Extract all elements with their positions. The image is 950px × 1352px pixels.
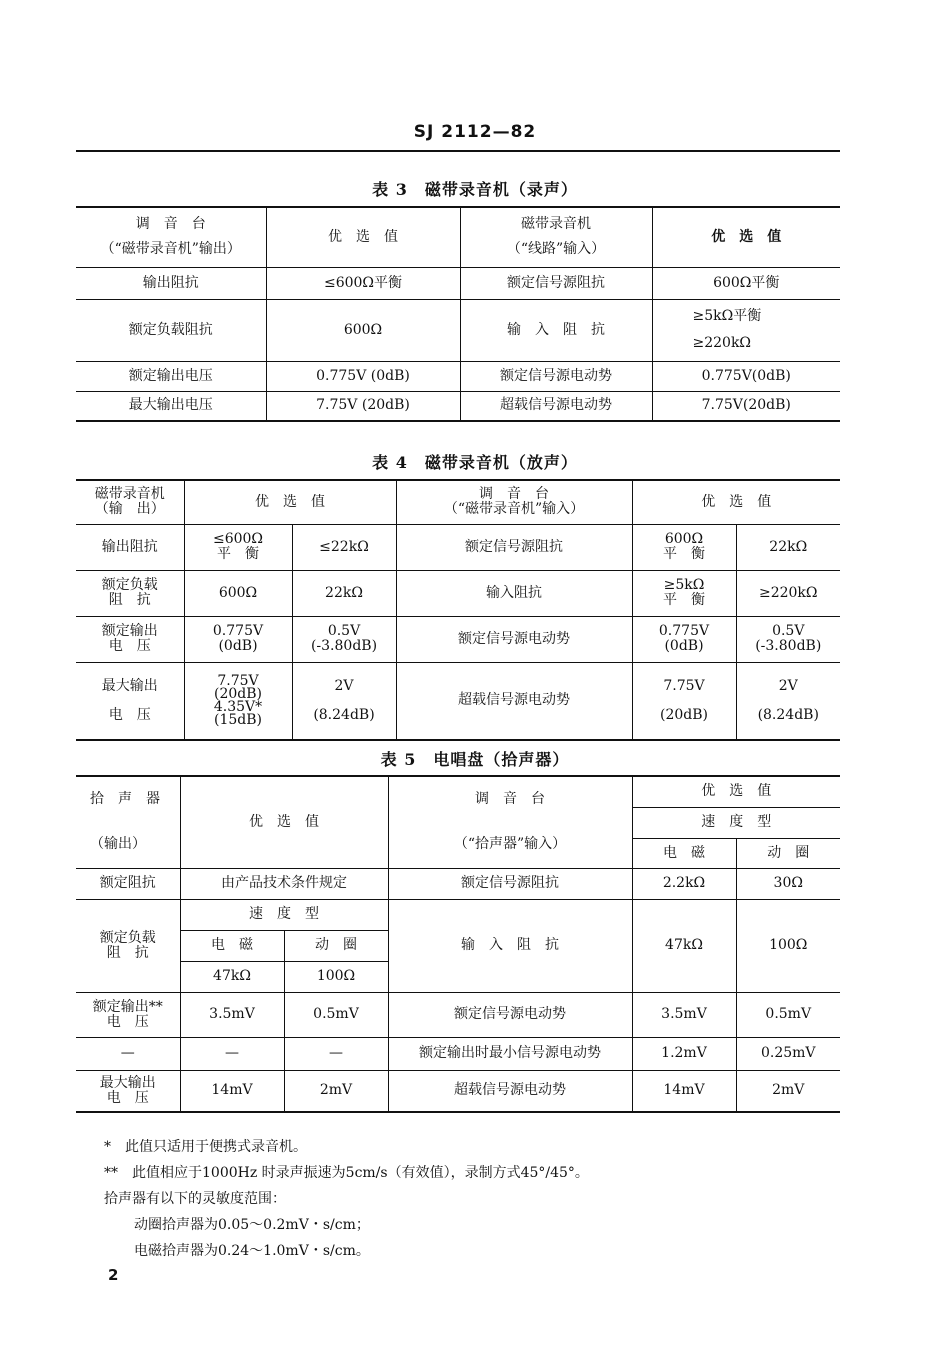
table-cell: 额定输出时最小信号源电动势 <box>388 1037 632 1070</box>
table-cell: 额定信号源电动势 <box>460 361 652 391</box>
table-header-cell: 调 音 台 （“拾声器”输入） <box>388 776 632 868</box>
table-row <box>76 299 840 361</box>
table4 <box>76 479 840 741</box>
table-header-cell: 磁带录音机 （“线路”输入） <box>460 207 652 267</box>
table-cell: 额定信号源电动势 <box>396 616 632 662</box>
table-cell: 14mV <box>632 1070 736 1112</box>
table-cell: 额定输出电压 <box>76 361 266 391</box>
table-row <box>76 868 840 899</box>
table-cell: 600Ω 平 衡 <box>632 524 736 570</box>
table-cell: 30Ω <box>736 868 840 899</box>
table-cell: 22kΩ <box>292 570 396 616</box>
table4-caption: 表 4 磁带录音机（放声） <box>372 453 578 472</box>
table-cell: 100Ω <box>736 899 840 992</box>
table-cell: 7.75V (20dB) 4.35V* (15dB) <box>184 662 292 740</box>
page-number: 2 <box>108 1266 119 1284</box>
table-cell: ≤600Ω 平 衡 <box>184 524 292 570</box>
table-cell: 输入阻抗 <box>396 570 632 616</box>
table-cell: 0.5mV <box>284 992 388 1037</box>
table-cell: 超载信号源电动势 <box>396 662 632 740</box>
table-cell: 47kΩ <box>180 961 284 992</box>
table-cell: 7.75V (20dB) <box>632 662 736 740</box>
table-cell: 0.775V (0dB) <box>632 616 736 662</box>
table-row <box>76 899 840 930</box>
table-cell: 输出阻抗 <box>76 267 266 299</box>
table-cell: 600Ω平衡 <box>652 267 840 299</box>
table-row <box>76 570 840 616</box>
table-cell: 额定负载 阻 抗 <box>76 570 184 616</box>
table-header-cell: 调 音 台 （“磁带录音机”输出） <box>76 207 266 267</box>
footnote: 动圈拾声器为0.05～0.2mV・s/cm； <box>134 1217 370 1233</box>
table-cell: ≥220kΩ <box>736 570 840 616</box>
table-cell: 额定信号源电动势 <box>388 992 632 1037</box>
table-cell: 超载信号源电动势 <box>460 391 652 421</box>
table-cell: 0.775V(0dB) <box>652 361 840 391</box>
footnote: 电磁拾声器为0.24～1.0mV・s/cm。 <box>134 1243 370 1259</box>
table-cell: 超载信号源电动势 <box>388 1070 632 1112</box>
table-cell: 2V (8.24dB) <box>292 662 396 740</box>
table4-header-row <box>76 480 840 524</box>
table-cell: — <box>76 1037 180 1070</box>
table-cell: 电 磁 <box>180 930 284 961</box>
table3-header-row <box>76 207 840 267</box>
footnote: ** 此值相应于1000Hz 时录声振速为5cm/s（有效值），录制方式45°/45°。 <box>104 1165 589 1181</box>
footnotes <box>104 1134 589 1264</box>
table-cell: 额定负载 阻 抗 <box>76 899 180 992</box>
table-row <box>76 524 840 570</box>
table-cell: ≥5kΩ 平 衡 <box>632 570 736 616</box>
table-cell: 2mV <box>284 1070 388 1112</box>
table-header-cell: 速 度 型 <box>632 807 840 838</box>
table-cell: ≥5kΩ平衡 ≥220kΩ <box>652 299 840 361</box>
table-cell: ≤22kΩ <box>292 524 396 570</box>
table-cell: 速 度 型 <box>180 899 388 930</box>
table-header-cell: 动 圈 <box>736 838 840 868</box>
table-cell: 2V (8.24dB) <box>736 662 840 740</box>
table-cell: 7.75V (20dB) <box>266 391 460 421</box>
table-cell: 0.5V (-3.80dB) <box>736 616 840 662</box>
table-cell: 最大输出电压 <box>76 391 266 421</box>
table-cell: 额定信号源阻抗 <box>460 267 652 299</box>
table-header-cell: 优 选 值 <box>632 776 840 807</box>
table-cell: 额定信号源阻抗 <box>388 868 632 899</box>
table-cell: — <box>284 1037 388 1070</box>
table-row <box>76 1070 840 1112</box>
table5 <box>76 775 840 1113</box>
table-cell: 由产品技术条件规定 <box>180 868 388 899</box>
table-header-cell: 优 选 值 <box>652 207 840 267</box>
table-cell: 7.75V(20dB) <box>652 391 840 421</box>
table-cell: 600Ω <box>184 570 292 616</box>
table-cell: 22kΩ <box>736 524 840 570</box>
table-header-cell: 拾 声 器 （输出） <box>76 776 180 868</box>
table-cell: 最大输出 电 压 <box>76 1070 180 1112</box>
table-header-cell: 优 选 值 <box>266 207 460 267</box>
table5-header-row <box>76 776 840 807</box>
table-cell: 47kΩ <box>632 899 736 992</box>
table-cell: 额定输出 电 压 <box>76 616 184 662</box>
table-cell: 输 入 阻 抗 <box>388 899 632 992</box>
table3-caption: 表 3 磁带录音机（录声） <box>372 180 578 199</box>
table-cell: ≤600Ω平衡 <box>266 267 460 299</box>
table-cell: 0.5V (-3.80dB) <box>292 616 396 662</box>
table-cell: 14mV <box>180 1070 284 1112</box>
header-rule <box>76 150 840 152</box>
table-header-cell: 优 选 值 <box>632 480 840 524</box>
table-cell: 动 圈 <box>284 930 388 961</box>
footnote: 拾声器有以下的灵敏度范围： <box>104 1191 286 1207</box>
standard-code: SJ 2112—82 <box>413 122 537 142</box>
table-header-cell: 磁带录音机 （输 出） <box>76 480 184 524</box>
footnote: * 此值只适用于便携式录音机。 <box>104 1139 307 1155</box>
table-row <box>76 267 840 299</box>
table-header-cell: 电 磁 <box>632 838 736 868</box>
table-cell: 额定信号源阻抗 <box>396 524 632 570</box>
table-cell: 2mV <box>736 1070 840 1112</box>
table5-caption: 表 5 电唱盘（拾声器） <box>380 750 570 769</box>
table-cell: 600Ω <box>266 299 460 361</box>
table-cell: 0.25mV <box>736 1037 840 1070</box>
table-cell: 输 入 阻 抗 <box>460 299 652 361</box>
table-cell: 0.5mV <box>736 992 840 1037</box>
table-header-cell: 优 选 值 <box>180 776 388 868</box>
table-row <box>76 616 840 662</box>
table-cell: 3.5mV <box>180 992 284 1037</box>
table3 <box>76 206 840 422</box>
table-cell: 0.775V (0dB) <box>266 361 460 391</box>
table-row <box>76 992 840 1037</box>
table-cell: 最大输出 电 压 <box>76 662 184 740</box>
table-cell: 0.775V (0dB) <box>184 616 292 662</box>
table-row <box>76 1037 840 1070</box>
table-cell: 100Ω <box>284 961 388 992</box>
table-header-cell: 优 选 值 <box>184 480 396 524</box>
table-cell: 输出阻抗 <box>76 524 184 570</box>
table-row <box>76 391 840 421</box>
table-row <box>76 361 840 391</box>
table-cell: 2.2kΩ <box>632 868 736 899</box>
table-row <box>76 662 840 740</box>
table-cell: 额定负载阻抗 <box>76 299 266 361</box>
table-cell: 3.5mV <box>632 992 736 1037</box>
table-header-cell: 调 音 台 （“磁带录音机”输入） <box>396 480 632 524</box>
table-cell: 1.2mV <box>632 1037 736 1070</box>
table-cell: — <box>180 1037 284 1070</box>
table-cell: 额定输出** 电 压 <box>76 992 180 1037</box>
table-cell: 额定阻抗 <box>76 868 180 899</box>
